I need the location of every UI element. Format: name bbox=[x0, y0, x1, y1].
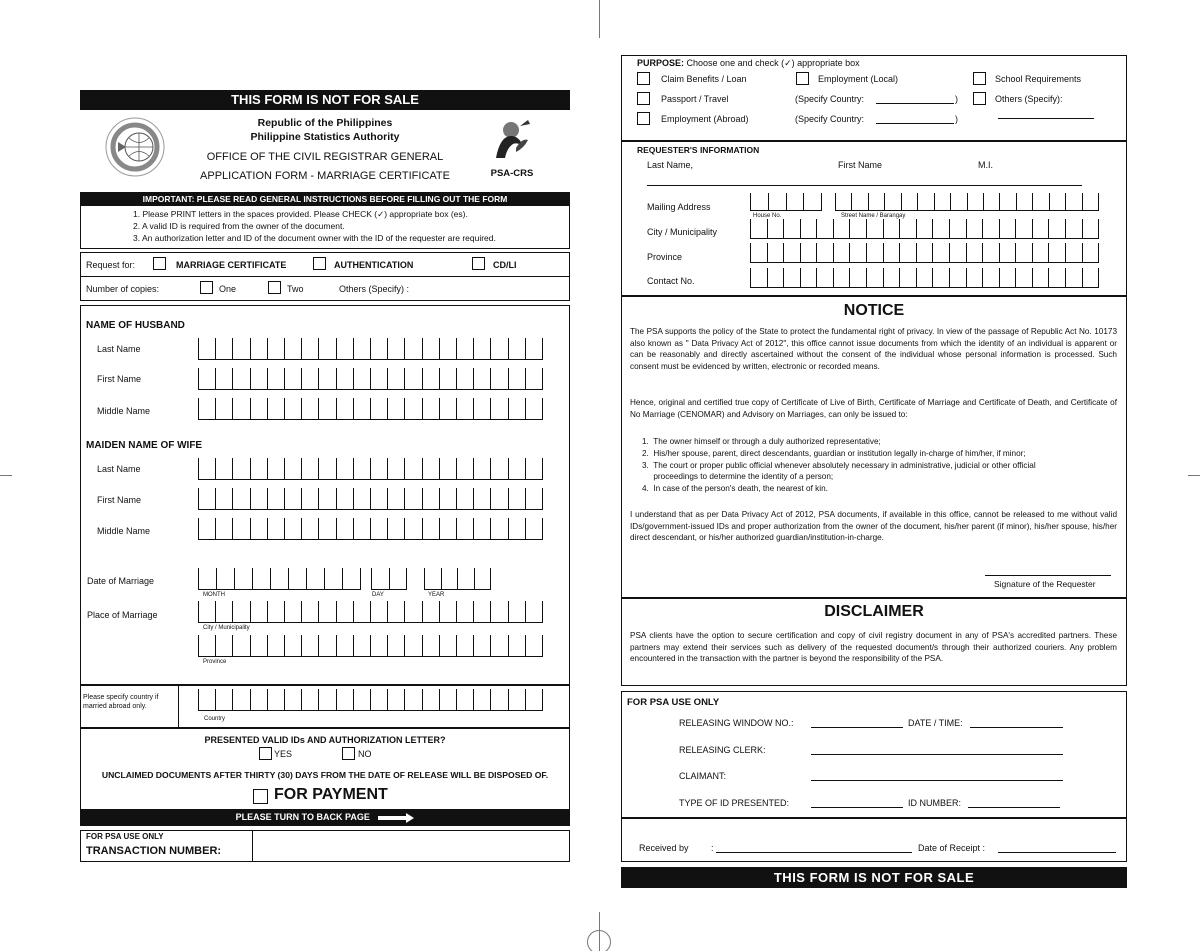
marriage-province-input[interactable] bbox=[198, 635, 543, 657]
wife-last-label: Last Name bbox=[97, 464, 141, 474]
authentication-label: AUTHENTICATION bbox=[334, 260, 414, 270]
notice-item: proceedings to determine the identity of a person; bbox=[642, 472, 834, 482]
marriage-city-input[interactable] bbox=[198, 601, 543, 623]
authentication-checkbox[interactable] bbox=[313, 257, 326, 270]
req-city-label: City / Municipality bbox=[647, 227, 718, 237]
ids-no-checkbox[interactable] bbox=[342, 747, 355, 760]
others-purpose-checkbox[interactable] bbox=[973, 92, 986, 105]
datetime-field[interactable] bbox=[970, 727, 1063, 728]
psa-use-label: FOR PSA USE ONLY bbox=[86, 832, 164, 841]
received-field[interactable] bbox=[716, 852, 912, 853]
date-marriage-label: Date of Marriage bbox=[87, 576, 155, 586]
husband-middle-input[interactable] bbox=[198, 398, 543, 420]
day-caption: DAY bbox=[372, 592, 384, 598]
notice-paragraph-2: Hence, original and certified true copy of Certificate of Live of Birth, Certificate of Marriage and Certificate of Death, and Certificate of No Marriage (CENOMAR) and Advisory on Marriages, can only be issued to: bbox=[630, 398, 1117, 419]
received-label: Received by bbox=[639, 843, 689, 853]
wife-first-input[interactable] bbox=[198, 488, 543, 510]
not-for-sale-banner-back: THIS FORM IS NOT FOR SALE bbox=[621, 867, 1127, 888]
date-receipt-field[interactable] bbox=[998, 852, 1116, 853]
transaction-number-field[interactable] bbox=[254, 832, 568, 860]
notice-list bbox=[642, 436, 1036, 495]
wife-first-label: First Name bbox=[97, 495, 142, 505]
employment-abroad-label: Employment (Abroad) bbox=[661, 114, 749, 124]
requester-first-label: First Name bbox=[838, 160, 883, 170]
clerk-label: RELEASING CLERK: bbox=[679, 745, 766, 755]
claimant-label: CLAIMANT: bbox=[679, 771, 727, 781]
turn-page-text: PLEASE TURN TO BACK PAGE bbox=[235, 812, 370, 822]
notice-item: 1. The owner himself or through a duly authorized representative; bbox=[642, 437, 881, 446]
husband-title: NAME OF HUSBAND bbox=[86, 320, 185, 331]
year-caption: YEAR bbox=[428, 592, 445, 598]
wife-middle-label: Middle Name bbox=[97, 526, 151, 536]
id-type-field[interactable] bbox=[811, 807, 903, 808]
contact-label: Contact No. bbox=[647, 276, 695, 286]
req-province-label: Province bbox=[647, 252, 683, 262]
id-number-field[interactable] bbox=[968, 807, 1060, 808]
requester-last-label: Last Name, bbox=[647, 160, 694, 170]
psa-seal-logo bbox=[96, 116, 174, 178]
psa-use-title: FOR PSA USE ONLY bbox=[627, 697, 720, 708]
copies-label: Number of copies: bbox=[86, 284, 160, 294]
house-caption: House No. bbox=[753, 213, 782, 219]
copies-two-checkbox[interactable] bbox=[268, 281, 281, 294]
street-input[interactable] bbox=[835, 193, 1099, 211]
notice-title: NOTICE bbox=[843, 302, 905, 319]
place-marriage-label: Place of Marriage bbox=[87, 610, 158, 620]
abroad-label: Please specify country if married abroad only. bbox=[83, 694, 159, 710]
date-receipt-label: Date of Receipt : bbox=[918, 843, 986, 853]
employment-local-label: Employment (Local) bbox=[818, 74, 899, 84]
wife-last-input[interactable] bbox=[198, 458, 543, 480]
divider bbox=[178, 686, 179, 727]
marriage-country-input[interactable] bbox=[198, 689, 543, 711]
cdli-checkbox[interactable] bbox=[472, 257, 485, 270]
notice-paragraph-1: The PSA supports the policy of the State to protect the fundamental right of privacy. In view of the passage of Republic Act No. 10173 also known as " Data Privacy Act of 2012", this office cannot issue documents from which the identity of an individual is apparent or can be reasonably and directly ascertained without the consent of the individual whose personal information is processed. Such consent must be evidenced by written, electronic or recorded means. bbox=[630, 327, 1117, 371]
marriage-day-input[interactable] bbox=[371, 568, 407, 590]
requester-mi-label: M.I. bbox=[978, 160, 993, 170]
cdli-label: CD/LI bbox=[493, 260, 517, 270]
ids-yes-checkbox[interactable] bbox=[259, 747, 272, 760]
requester-title: REQUESTER'S INFORMATION bbox=[637, 145, 760, 155]
important-item: 2. A valid ID is required from the owner of the document. bbox=[133, 221, 345, 231]
house-number-input[interactable] bbox=[750, 193, 822, 211]
signature-field[interactable] bbox=[985, 575, 1111, 576]
transaction-label: TRANSACTION NUMBER: bbox=[86, 845, 222, 857]
street-caption: Street Name / Barangay bbox=[841, 213, 906, 219]
crop-mark bbox=[1188, 475, 1200, 476]
copies-one-label: One bbox=[219, 284, 237, 294]
ids-yes-label: YES bbox=[274, 749, 293, 759]
request-label: Request for: bbox=[86, 260, 136, 270]
clerk-field[interactable] bbox=[811, 754, 1063, 755]
school-req-checkbox[interactable] bbox=[973, 72, 986, 85]
for-payment-checkbox[interactable] bbox=[253, 789, 268, 804]
specify-country-label: (Specify Country: bbox=[795, 114, 865, 124]
requester-name-field[interactable] bbox=[647, 185, 1082, 186]
divider bbox=[80, 276, 570, 277]
husband-last-input[interactable] bbox=[198, 338, 543, 360]
marriage-month-input[interactable] bbox=[198, 568, 361, 590]
ids-no-label: NO bbox=[358, 749, 372, 759]
turn-page-bar bbox=[81, 809, 569, 825]
important-title: IMPORTANT: PLEASE READ GENERAL INSTRUCTIONS BEFORE FILLING OUT THE FORM bbox=[81, 193, 569, 206]
unclaimed-notice: UNCLAIMED DOCUMENTS AFTER THIRTY (30) DAYS FROM THE DATE OF RELEASE WILL BE DISPOSED OF. bbox=[101, 770, 549, 780]
received-colon: : bbox=[711, 843, 714, 853]
marriage-cert-label: MARRIAGE CERTIFICATE bbox=[176, 260, 287, 270]
close-paren: ) bbox=[955, 94, 958, 104]
important-item: 1. Please PRINT letters in the spaces provided. Please CHECK (✓) appropriate box (es). bbox=[133, 209, 468, 219]
signature-label: Signature of the Requester bbox=[994, 579, 1096, 589]
form-title: APPLICATION FORM - MARRIAGE CERTIFICATE bbox=[200, 170, 450, 182]
arrow-right-icon bbox=[378, 813, 414, 823]
received-box bbox=[621, 818, 1127, 862]
id-number-label: ID NUMBER: bbox=[908, 798, 962, 808]
contact-input[interactable] bbox=[750, 268, 1099, 288]
valid-ids-question: PRESENTED VALID IDs AND AUTHORIZATION LETTER? bbox=[204, 735, 446, 745]
husband-first-label: First Name bbox=[97, 374, 142, 384]
crop-mark bbox=[599, 0, 600, 38]
province-caption: Province bbox=[203, 659, 227, 665]
agency-text: Philippine Statistics Authority bbox=[250, 131, 400, 143]
disclaimer-text: PSA clients have the option to secure certification and copy of civil registry document in any of PSA's accredited partners. These partners may extend their services such as delivery of the requested document/s through their authorized couriers. Any problem encountered in the transaction with the partner is beyond the responsibility of the PSA. bbox=[630, 631, 1117, 663]
country-caption: Country bbox=[204, 716, 226, 722]
wife-middle-input[interactable] bbox=[198, 518, 543, 540]
claim-benefits-checkbox[interactable] bbox=[637, 72, 650, 85]
employment-local-checkbox[interactable] bbox=[796, 72, 809, 85]
specify-country-label: (Specify Country: bbox=[795, 94, 865, 104]
disclaimer-title: DISCLAIMER bbox=[824, 603, 924, 620]
passport-country-field[interactable] bbox=[876, 103, 954, 104]
claim-benefits-label: Claim Benefits / Loan bbox=[661, 74, 747, 84]
copies-one-checkbox[interactable] bbox=[200, 281, 213, 294]
psa-crs-logo bbox=[488, 118, 534, 164]
marriage-year-input[interactable] bbox=[424, 568, 491, 590]
crop-mark bbox=[0, 475, 12, 476]
purpose-header bbox=[637, 58, 860, 69]
claimant-field[interactable] bbox=[811, 780, 1063, 781]
notice-item: 4. In case of the person's death, the nearest of kin. bbox=[642, 484, 828, 494]
passport-label: Passport / Travel bbox=[661, 94, 729, 104]
close-paren: ) bbox=[955, 114, 958, 124]
copies-two-label: Two bbox=[287, 284, 304, 294]
husband-last-label: Last Name bbox=[97, 344, 141, 354]
notice-item: 3. The court or proper public official whenever absolutely necessary in administrative, judicial or other official bbox=[642, 460, 1036, 470]
others-purpose-field[interactable] bbox=[998, 118, 1094, 119]
husband-middle-label: Middle Name bbox=[97, 406, 151, 416]
passport-checkbox[interactable] bbox=[637, 92, 650, 105]
office-text: OFFICE OF THE CIVIL REGISTRAR GENERAL bbox=[206, 151, 444, 163]
husband-first-input[interactable] bbox=[198, 368, 543, 390]
datetime-label: DATE / TIME: bbox=[908, 718, 963, 728]
copies-others-label: Others (Specify) : bbox=[339, 284, 410, 294]
for-payment-label: FOR PAYMENT bbox=[274, 786, 388, 803]
notice-item: 2. His/her spouse, parent, direct descendants, guardian or institution legally in-charge of him/her, if minor; bbox=[642, 448, 1026, 458]
important-item: 3. An authorization letter and ID of the document owner with the ID of the requester are required. bbox=[133, 233, 496, 243]
notice-paragraph-3: I understand that as per Data Privacy Act of 2012, PSA documents, if available in this office, cannot be released to me without valid IDs/government-issued IDs and proper authorization from the owner of the document, his/her parent (if minor), his/her spouse, his/her direct descendant, or his/her authorized guardian/institution-in-charge. bbox=[630, 510, 1117, 542]
republic-text: Republic of the Philippines bbox=[257, 117, 393, 129]
city-caption: City / Municipality bbox=[203, 625, 250, 631]
month-caption: MONTH bbox=[203, 592, 225, 598]
employment-abroad-checkbox[interactable] bbox=[637, 112, 650, 125]
req-city-input[interactable] bbox=[750, 219, 1099, 239]
abroad-country-field[interactable] bbox=[876, 123, 954, 124]
school-req-label: School Requirements bbox=[995, 74, 1082, 84]
divider bbox=[252, 831, 253, 861]
id-type-label: TYPE OF ID PRESENTED: bbox=[679, 798, 790, 808]
wife-title: MAIDEN NAME OF WIFE bbox=[86, 440, 203, 451]
window-field[interactable] bbox=[811, 727, 903, 728]
not-for-sale-banner: THIS FORM IS NOT FOR SALE bbox=[80, 90, 570, 110]
others-purpose-label: Others (Specify): bbox=[995, 94, 1063, 104]
mailing-label: Mailing Address bbox=[647, 202, 711, 212]
psa-crs-label: PSA-CRS bbox=[490, 168, 534, 179]
req-province-input[interactable] bbox=[750, 243, 1099, 263]
marriage-cert-checkbox[interactable] bbox=[153, 257, 166, 270]
window-label: RELEASING WINDOW NO.: bbox=[679, 718, 794, 728]
purpose-instruction: Choose one and check (✓) appropriate box bbox=[686, 58, 860, 68]
registration-mark bbox=[587, 930, 611, 951]
purpose-title: PURPOSE: bbox=[637, 58, 685, 68]
